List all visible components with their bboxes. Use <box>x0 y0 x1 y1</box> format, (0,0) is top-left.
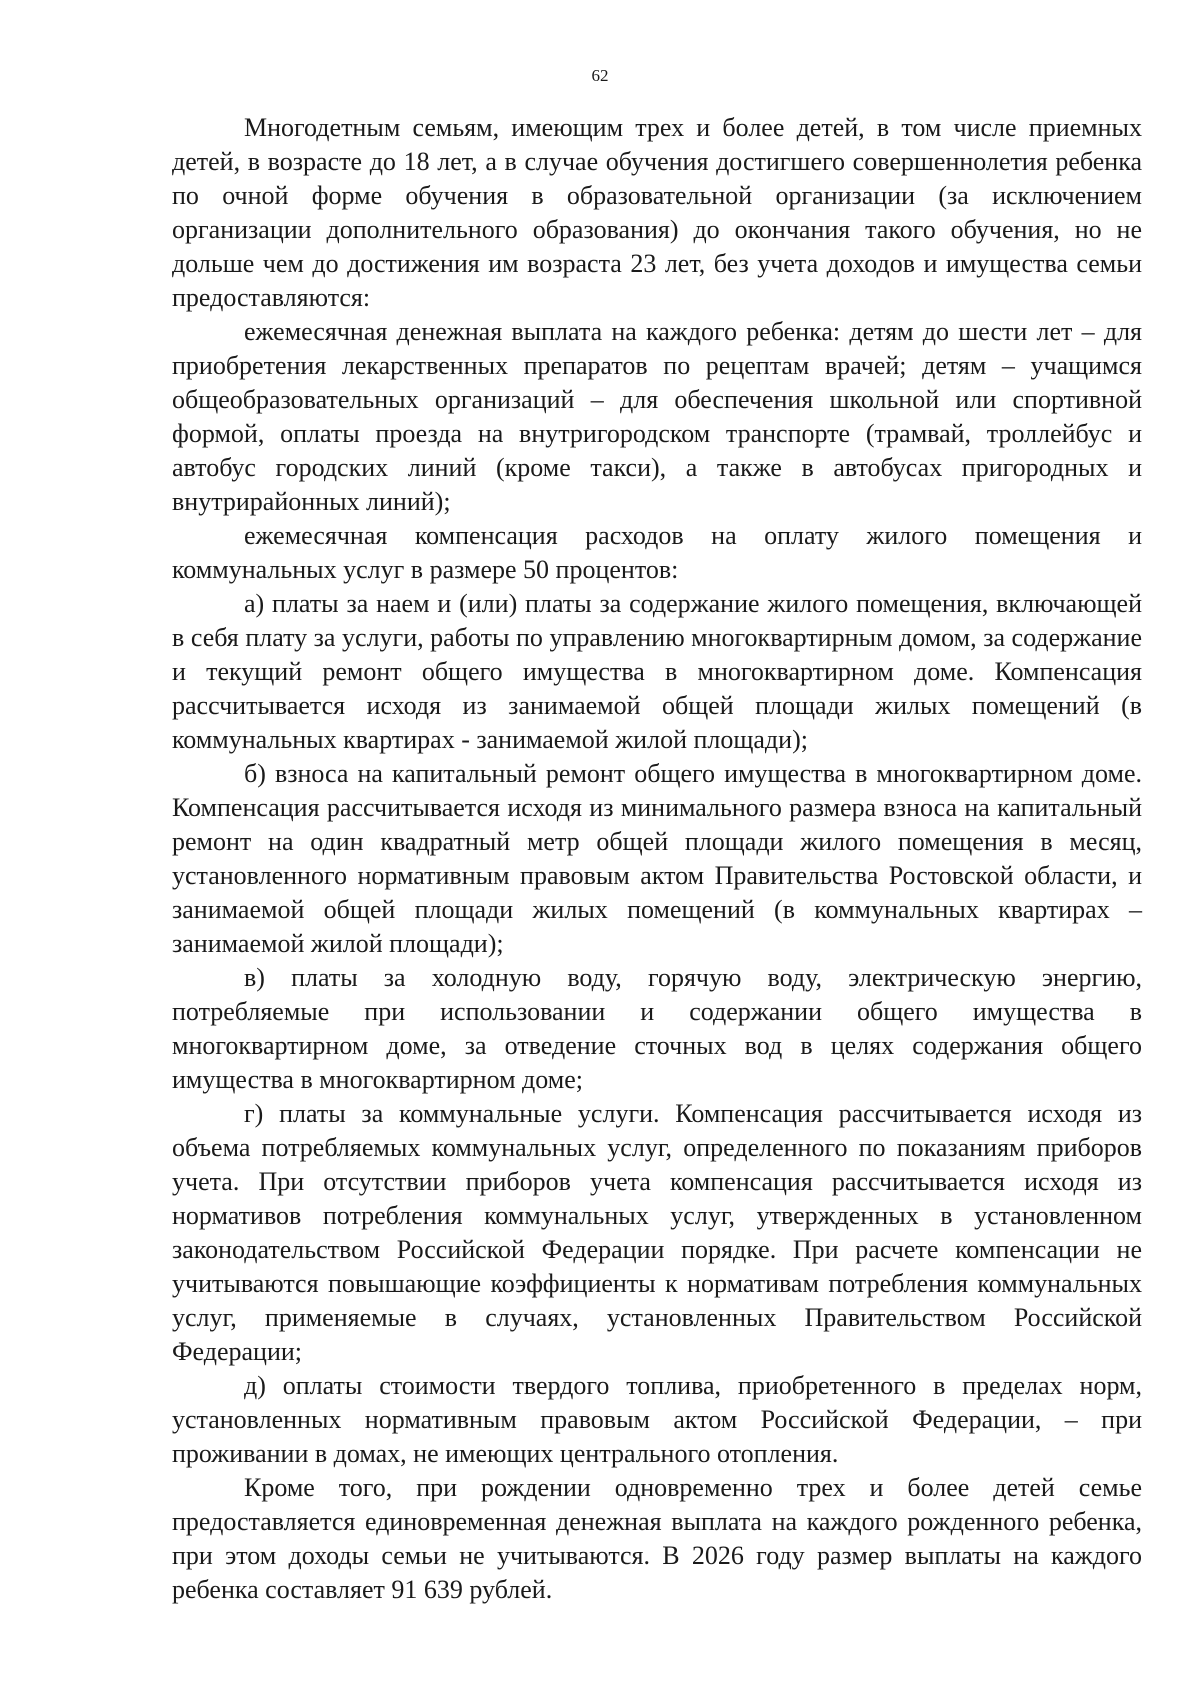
paragraph-item-a: а) платы за наем и (или) платы за содержание жилого помещения, включающей в себя плату за услуги, работы по управлению многоквартирным домом, за содержание и текущий ремонт общего имущества в многоквартирном доме. Компенсация рассчитывается исходя из занимаемой общей площади жилых помещений (в коммунальных квартирах - занимаемой жилой площади); <box>172 589 1142 754</box>
paragraph-monthly-payment: ежемесячная денежная выплата на каждого ребенка: детям до шести лет – для приобретения лекарственных препаратов по рецептам врачей; детям – учащимся общеобразовательных организаций – для обеспечения школьной или спортивной формой, оплаты проезда на внутригородском транспорте (трамвай, троллейбус и автобус городских линий (кроме такси), а также в автобусах пригородных и внутрирайонных линий); <box>172 317 1142 516</box>
paragraph-item-b: б) взноса на капитальный ремонт общего имущества в многоквартирном доме. Компенсация рассчитывается исходя из минимального размера взноса на капитальный ремонт на один квадратный метр общей площади жилого помещения в месяц, установленного нормативным правовым актом Правительства Ростовской области, и занимаемой общей площади жилых помещений (в коммунальных квартирах – занимаемой жилой площади); <box>172 759 1142 958</box>
paragraph-multiple-birth-payment: Кроме того, при рождении одновременно трех и более детей семье предоставляется единовременная денежная выплата на каждого рожденного ребенка, при этом доходы семьи не учитываются. В 2026 году размер выплаты на каждого ребенка составляет 91 639 рублей. <box>172 1473 1142 1604</box>
document-body <box>172 111 1142 1607</box>
paragraph-large-families-intro: Многодетным семьям, имеющим трех и более детей, в том числе приемных детей, в возрасте до 18 лет, а в случае обучения достигшего совершеннолетия ребенка по очной форме обучения в образовательной организации (за исключением организации дополнительного образования) до окончания такого обучения, но не дольше чем до достижения им возраста 23 лет, без учета доходов и имущества семьи предоставляются: <box>172 113 1142 312</box>
paragraph-item-v: в) платы за холодную воду, горячую воду, электрическую энергию, потребляемые при использовании и содержании общего имущества в многоквартирном доме, за отведение сточных вод в целях содержания общего имущества в многоквартирном доме; <box>172 963 1142 1094</box>
paragraph-item-g: г) платы за коммунальные услуги. Компенсация рассчитывается исходя из объема потребляемых коммунальных услуг, определенного по показаниям приборов учета. При отсутствии приборов учета компенсация рассчитывается исходя из нормативов потребления коммунальных услуг, утвержденных в установленном законодательством Российской Федерации порядке. При расчете компенсации не учитываются повышающие коэффициенты к нормативам потребления коммунальных услуг, применяемые в случаях, установленных Правительством Российской Федерации; <box>172 1099 1142 1366</box>
page-number: 62 <box>591 66 609 85</box>
paragraph-item-d: д) оплаты стоимости твердого топлива, приобретенного в пределах норм, установленных нормативным правовым актом Российской Федерации, – при проживании в домах, не имеющих центрального отопления. <box>172 1371 1142 1468</box>
paragraph-housing-compensation: ежемесячная компенсация расходов на оплату жилого помещения и коммунальных услуг в размере 50 процентов: <box>172 521 1142 584</box>
